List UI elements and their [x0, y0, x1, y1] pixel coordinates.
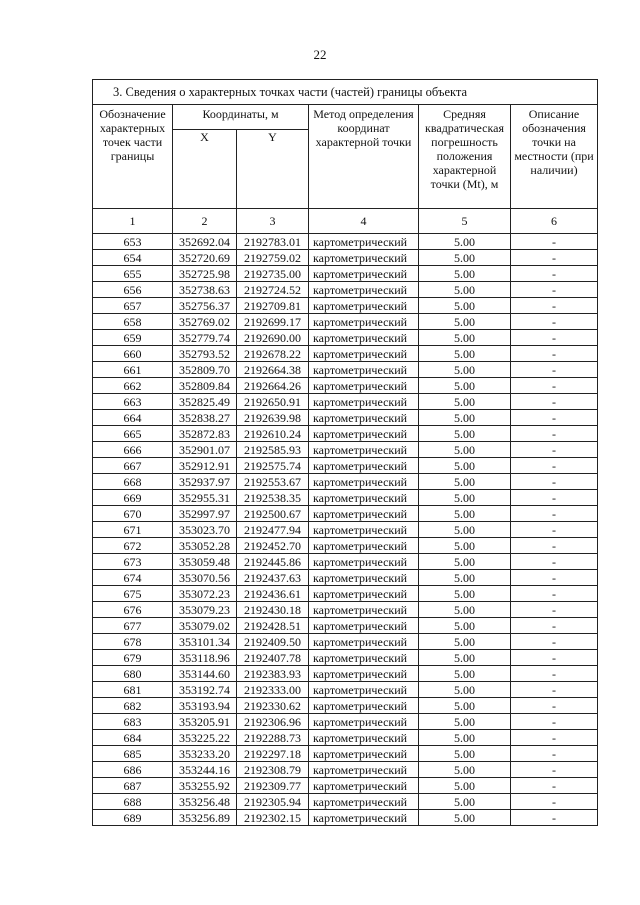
y-coordinate-cell: 2192639.98: [237, 410, 309, 426]
method-cell: картометрический: [309, 714, 419, 730]
y-coordinate-cell: 2192305.94: [237, 794, 309, 810]
point-number-cell: 681: [93, 682, 173, 698]
accuracy-cell: 5.00: [419, 618, 511, 634]
y-coordinate-cell: 2192709.81: [237, 298, 309, 314]
method-cell: картометрический: [309, 794, 419, 810]
x-coordinate-cell: 352912.91: [173, 458, 237, 474]
x-coordinate-cell: 352955.31: [173, 490, 237, 506]
method-cell: картометрический: [309, 458, 419, 474]
method-cell: картометрический: [309, 490, 419, 506]
x-coordinate-cell: 352937.97: [173, 474, 237, 490]
accuracy-cell: 5.00: [419, 602, 511, 618]
table-row: [93, 570, 598, 586]
table-row: [93, 634, 598, 650]
x-coordinate-cell: 352720.69: [173, 250, 237, 266]
y-coordinate-cell: 2192575.74: [237, 458, 309, 474]
y-coordinate-cell: 2192538.35: [237, 490, 309, 506]
table-row: [93, 810, 598, 826]
y-coordinate-cell: 2192330.62: [237, 698, 309, 714]
x-coordinate-cell: 352901.07: [173, 442, 237, 458]
table-row: [93, 282, 598, 298]
table-row: [93, 298, 598, 314]
x-coordinate-cell: 353052.28: [173, 538, 237, 554]
table-row: [93, 714, 598, 730]
table-row: [93, 762, 598, 778]
accuracy-cell: 5.00: [419, 362, 511, 378]
method-cell: картометрический: [309, 730, 419, 746]
point-number-cell: 676: [93, 602, 173, 618]
point-number-cell: 683: [93, 714, 173, 730]
table-row: [93, 490, 598, 506]
y-coordinate-cell: 2192783.01: [237, 234, 309, 250]
y-coordinate-cell: 2192308.79: [237, 762, 309, 778]
point-number-cell: 665: [93, 426, 173, 442]
point-number-cell: 669: [93, 490, 173, 506]
accuracy-cell: 5.00: [419, 298, 511, 314]
table-row: [93, 506, 598, 522]
x-coordinate-cell: 353144.60: [173, 666, 237, 682]
x-coordinate-cell: 352738.63: [173, 282, 237, 298]
table-row: [93, 794, 598, 810]
method-cell: картометрический: [309, 538, 419, 554]
y-coordinate-cell: 2192452.70: [237, 538, 309, 554]
description-cell: -: [511, 618, 598, 634]
point-number-cell: 664: [93, 410, 173, 426]
x-coordinate-cell: 353256.48: [173, 794, 237, 810]
point-number-cell: 679: [93, 650, 173, 666]
accuracy-cell: 5.00: [419, 458, 511, 474]
y-coordinate-cell: 2192724.52: [237, 282, 309, 298]
y-coordinate-cell: 2192333.00: [237, 682, 309, 698]
table-row: [93, 666, 598, 682]
y-coordinate-cell: 2192288.73: [237, 730, 309, 746]
x-coordinate-cell: 353118.96: [173, 650, 237, 666]
accuracy-cell: 5.00: [419, 586, 511, 602]
description-cell: -: [511, 730, 598, 746]
point-number-cell: 658: [93, 314, 173, 330]
accuracy-cell: 5.00: [419, 778, 511, 794]
y-coordinate-cell: 2192500.67: [237, 506, 309, 522]
point-number-cell: 682: [93, 698, 173, 714]
x-coordinate-cell: 353233.20: [173, 746, 237, 762]
method-cell: картометрический: [309, 426, 419, 442]
x-coordinate-cell: 352779.74: [173, 330, 237, 346]
accuracy-cell: 5.00: [419, 762, 511, 778]
description-cell: -: [511, 394, 598, 410]
description-cell: -: [511, 778, 598, 794]
x-coordinate-cell: 353059.48: [173, 554, 237, 570]
point-number-cell: 675: [93, 586, 173, 602]
x-coordinate-cell: 353079.02: [173, 618, 237, 634]
table-row: [93, 362, 598, 378]
header-y: Y: [237, 130, 309, 209]
accuracy-cell: 5.00: [419, 378, 511, 394]
x-coordinate-cell: 353101.34: [173, 634, 237, 650]
accuracy-cell: 5.00: [419, 346, 511, 362]
description-cell: -: [511, 314, 598, 330]
x-coordinate-cell: 353023.70: [173, 522, 237, 538]
method-cell: картометрический: [309, 810, 419, 826]
x-coordinate-cell: 353070.56: [173, 570, 237, 586]
y-coordinate-cell: 2192699.17: [237, 314, 309, 330]
column-number: 6: [511, 209, 598, 234]
description-cell: -: [511, 714, 598, 730]
method-cell: картометрический: [309, 762, 419, 778]
column-number: 2: [173, 209, 237, 234]
point-number-cell: 671: [93, 522, 173, 538]
point-number-cell: 666: [93, 442, 173, 458]
x-coordinate-cell: 352809.70: [173, 362, 237, 378]
accuracy-cell: 5.00: [419, 330, 511, 346]
method-cell: картометрический: [309, 666, 419, 682]
table-row: [93, 394, 598, 410]
method-cell: картометрический: [309, 362, 419, 378]
table-row: [93, 650, 598, 666]
description-cell: -: [511, 762, 598, 778]
table-row: [93, 346, 598, 362]
method-cell: картометрический: [309, 682, 419, 698]
x-coordinate-cell: 353072.23: [173, 586, 237, 602]
y-coordinate-cell: 2192306.96: [237, 714, 309, 730]
point-number-cell: 654: [93, 250, 173, 266]
table-row: [93, 426, 598, 442]
description-cell: -: [511, 362, 598, 378]
accuracy-cell: 5.00: [419, 666, 511, 682]
y-coordinate-cell: 2192678.22: [237, 346, 309, 362]
method-cell: картометрический: [309, 474, 419, 490]
method-cell: картометрический: [309, 554, 419, 570]
accuracy-cell: 5.00: [419, 730, 511, 746]
table-row: [93, 538, 598, 554]
description-cell: -: [511, 650, 598, 666]
description-cell: -: [511, 282, 598, 298]
accuracy-cell: 5.00: [419, 522, 511, 538]
table-row: [93, 746, 598, 762]
method-cell: картометрический: [309, 442, 419, 458]
description-cell: -: [511, 554, 598, 570]
x-coordinate-cell: 352872.83: [173, 426, 237, 442]
description-cell: -: [511, 570, 598, 586]
header-point-designation: Обозначение характерных точек части границы: [93, 105, 173, 209]
point-number-cell: 680: [93, 666, 173, 682]
y-coordinate-cell: 2192759.02: [237, 250, 309, 266]
header-method: Метод определения координат характерной точки: [309, 105, 419, 209]
table-row: [93, 682, 598, 698]
method-cell: картометрический: [309, 378, 419, 394]
x-coordinate-cell: 352838.27: [173, 410, 237, 426]
accuracy-cell: 5.00: [419, 490, 511, 506]
method-cell: картометрический: [309, 618, 419, 634]
description-cell: -: [511, 346, 598, 362]
y-coordinate-cell: 2192477.94: [237, 522, 309, 538]
x-coordinate-cell: 352756.37: [173, 298, 237, 314]
description-cell: -: [511, 234, 598, 250]
point-number-cell: 656: [93, 282, 173, 298]
accuracy-cell: 5.00: [419, 250, 511, 266]
accuracy-cell: 5.00: [419, 314, 511, 330]
header-x: X: [173, 130, 237, 209]
description-cell: -: [511, 506, 598, 522]
method-cell: картометрический: [309, 346, 419, 362]
point-number-cell: 655: [93, 266, 173, 282]
table-row: [93, 266, 598, 282]
description-cell: -: [511, 698, 598, 714]
column-number: 1: [93, 209, 173, 234]
point-number-cell: 657: [93, 298, 173, 314]
point-number-cell: 678: [93, 634, 173, 650]
point-number-cell: 653: [93, 234, 173, 250]
method-cell: картометрический: [309, 634, 419, 650]
method-cell: картометрический: [309, 522, 419, 538]
description-cell: -: [511, 458, 598, 474]
y-coordinate-cell: 2192553.67: [237, 474, 309, 490]
x-coordinate-cell: 352725.98: [173, 266, 237, 282]
y-coordinate-cell: 2192302.15: [237, 810, 309, 826]
description-cell: -: [511, 586, 598, 602]
table-row: [93, 330, 598, 346]
accuracy-cell: 5.00: [419, 426, 511, 442]
x-coordinate-cell: 353192.74: [173, 682, 237, 698]
accuracy-cell: 5.00: [419, 394, 511, 410]
description-cell: -: [511, 410, 598, 426]
y-coordinate-cell: 2192735.00: [237, 266, 309, 282]
method-cell: картометрический: [309, 394, 419, 410]
table-row: [93, 250, 598, 266]
table-row: [93, 234, 598, 250]
accuracy-cell: 5.00: [419, 538, 511, 554]
x-coordinate-cell: 353244.16: [173, 762, 237, 778]
accuracy-cell: 5.00: [419, 282, 511, 298]
point-number-cell: 667: [93, 458, 173, 474]
description-cell: -: [511, 378, 598, 394]
y-coordinate-cell: 2192430.18: [237, 602, 309, 618]
method-cell: картометрический: [309, 314, 419, 330]
accuracy-cell: 5.00: [419, 714, 511, 730]
y-coordinate-cell: 2192664.26: [237, 378, 309, 394]
x-coordinate-cell: 353079.23: [173, 602, 237, 618]
description-cell: -: [511, 490, 598, 506]
y-coordinate-cell: 2192445.86: [237, 554, 309, 570]
description-cell: -: [511, 330, 598, 346]
accuracy-cell: 5.00: [419, 746, 511, 762]
accuracy-cell: 5.00: [419, 698, 511, 714]
method-cell: картометрический: [309, 650, 419, 666]
method-cell: картометрический: [309, 282, 419, 298]
method-cell: картометрический: [309, 234, 419, 250]
point-number-cell: 663: [93, 394, 173, 410]
description-cell: -: [511, 426, 598, 442]
x-coordinate-cell: 352825.49: [173, 394, 237, 410]
table-row: [93, 458, 598, 474]
accuracy-cell: 5.00: [419, 234, 511, 250]
point-number-cell: 677: [93, 618, 173, 634]
description-cell: -: [511, 522, 598, 538]
point-number-cell: 685: [93, 746, 173, 762]
method-cell: картометрический: [309, 602, 419, 618]
x-coordinate-cell: 352692.04: [173, 234, 237, 250]
accuracy-cell: 5.00: [419, 442, 511, 458]
x-coordinate-cell: 353255.92: [173, 778, 237, 794]
y-coordinate-cell: 2192297.18: [237, 746, 309, 762]
table-row: [93, 554, 598, 570]
method-cell: картометрический: [309, 570, 419, 586]
x-coordinate-cell: 352997.97: [173, 506, 237, 522]
table-row: [93, 730, 598, 746]
point-number-cell: 670: [93, 506, 173, 522]
y-coordinate-cell: 2192664.38: [237, 362, 309, 378]
table-row: [93, 314, 598, 330]
table-row: [93, 410, 598, 426]
table-row: [93, 378, 598, 394]
column-number: 4: [309, 209, 419, 234]
description-cell: -: [511, 298, 598, 314]
header-accuracy: Средняя квадратическая погрешность положения характерной точки (Mt), м: [419, 105, 511, 209]
table-row: [93, 778, 598, 794]
description-cell: -: [511, 810, 598, 826]
method-cell: картометрический: [309, 778, 419, 794]
x-coordinate-cell: 353256.89: [173, 810, 237, 826]
x-coordinate-cell: 352769.02: [173, 314, 237, 330]
y-coordinate-cell: 2192690.00: [237, 330, 309, 346]
header-coordinates: Координаты, м: [173, 105, 309, 130]
accuracy-cell: 5.00: [419, 474, 511, 490]
y-coordinate-cell: 2192409.50: [237, 634, 309, 650]
method-cell: картометрический: [309, 698, 419, 714]
table-body: [93, 234, 598, 826]
table-row: [93, 602, 598, 618]
description-cell: -: [511, 746, 598, 762]
point-number-cell: 689: [93, 810, 173, 826]
point-number-cell: 659: [93, 330, 173, 346]
table-row: [93, 474, 598, 490]
boundary-points-table: [92, 79, 598, 826]
description-cell: -: [511, 666, 598, 682]
point-number-cell: 688: [93, 794, 173, 810]
y-coordinate-cell: 2192383.93: [237, 666, 309, 682]
point-number-cell: 686: [93, 762, 173, 778]
description-cell: -: [511, 634, 598, 650]
table-row: [93, 698, 598, 714]
method-cell: картометрический: [309, 410, 419, 426]
y-coordinate-cell: 2192650.91: [237, 394, 309, 410]
method-cell: картометрический: [309, 330, 419, 346]
description-cell: -: [511, 266, 598, 282]
accuracy-cell: 5.00: [419, 634, 511, 650]
method-cell: картометрический: [309, 266, 419, 282]
x-coordinate-cell: 353205.91: [173, 714, 237, 730]
accuracy-cell: 5.00: [419, 266, 511, 282]
point-number-cell: 662: [93, 378, 173, 394]
x-coordinate-cell: 352809.84: [173, 378, 237, 394]
accuracy-cell: 5.00: [419, 650, 511, 666]
accuracy-cell: 5.00: [419, 810, 511, 826]
table-row: [93, 618, 598, 634]
accuracy-cell: 5.00: [419, 794, 511, 810]
description-cell: -: [511, 682, 598, 698]
y-coordinate-cell: 2192407.78: [237, 650, 309, 666]
accuracy-cell: 5.00: [419, 682, 511, 698]
column-number: 3: [237, 209, 309, 234]
point-number-cell: 687: [93, 778, 173, 794]
x-coordinate-cell: 352793.52: [173, 346, 237, 362]
accuracy-cell: 5.00: [419, 410, 511, 426]
point-number-cell: 661: [93, 362, 173, 378]
point-number-cell: 660: [93, 346, 173, 362]
point-number-cell: 673: [93, 554, 173, 570]
x-coordinate-cell: 353225.22: [173, 730, 237, 746]
table-row: [93, 522, 598, 538]
description-cell: -: [511, 794, 598, 810]
page-number: 22: [313, 47, 327, 62]
point-number-cell: 674: [93, 570, 173, 586]
method-cell: картометрический: [309, 746, 419, 762]
table-row: [93, 586, 598, 602]
y-coordinate-cell: 2192585.93: [237, 442, 309, 458]
description-cell: -: [511, 250, 598, 266]
description-cell: -: [511, 442, 598, 458]
y-coordinate-cell: 2192309.77: [237, 778, 309, 794]
accuracy-cell: 5.00: [419, 570, 511, 586]
point-number-cell: 684: [93, 730, 173, 746]
accuracy-cell: 5.00: [419, 554, 511, 570]
point-number-cell: 672: [93, 538, 173, 554]
description-cell: -: [511, 538, 598, 554]
description-cell: -: [511, 474, 598, 490]
header-description: Описание обозначения точки на местности (при наличии): [511, 105, 598, 209]
y-coordinate-cell: 2192610.24: [237, 426, 309, 442]
table-row: [93, 442, 598, 458]
description-cell: -: [511, 602, 598, 618]
method-cell: картометрический: [309, 298, 419, 314]
x-coordinate-cell: 353193.94: [173, 698, 237, 714]
column-number: 5: [419, 209, 511, 234]
y-coordinate-cell: 2192437.63: [237, 570, 309, 586]
section-title: 3. Сведения о характерных точках части (частей) границы объекта: [93, 80, 598, 105]
point-number-cell: 668: [93, 474, 173, 490]
y-coordinate-cell: 2192428.51: [237, 618, 309, 634]
method-cell: картометрический: [309, 586, 419, 602]
method-cell: картометрический: [309, 250, 419, 266]
method-cell: картометрический: [309, 506, 419, 522]
accuracy-cell: 5.00: [419, 506, 511, 522]
y-coordinate-cell: 2192436.61: [237, 586, 309, 602]
